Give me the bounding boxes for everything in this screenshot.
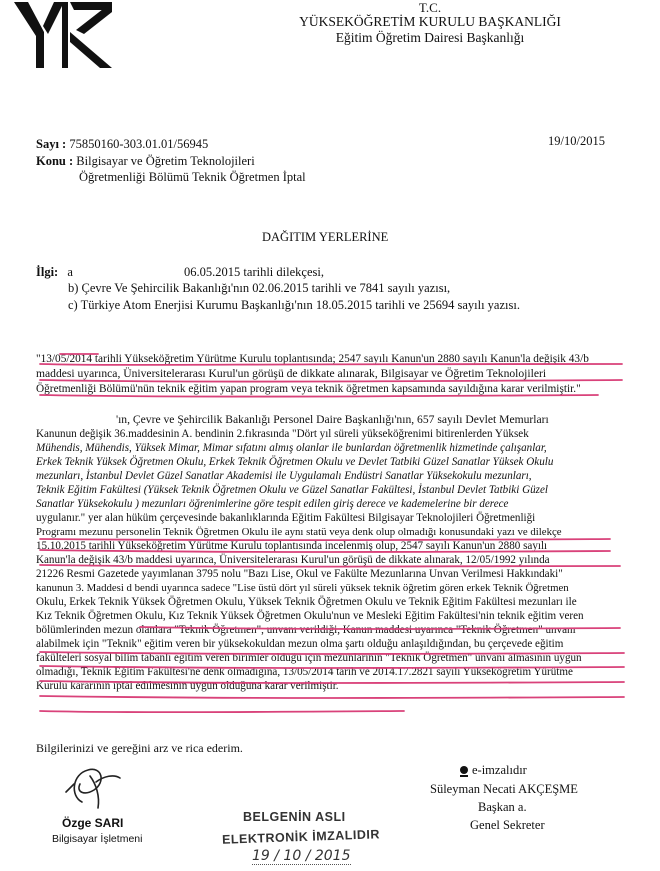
body-line: 21226 Resmi Gazetede yayımlanan 3795 nolu "Bazı Lise, Okul ve Fakülte Mezunlarına Unvan Verilmesi Hakkındaki" — [36, 568, 563, 580]
ilgi-label: İlgi: — [36, 265, 59, 279]
stamp-line1: BELGENİN ASLI — [243, 810, 346, 824]
header-institution: YÜKSEKÖĞRETİM KURULU BAŞKANLIĞI — [299, 14, 561, 29]
body-line: Programı mezunu personelin Teknik Öğretmen Okulu ile aynı statü veya denk olup olmadığı konusundaki yazı ve dilekçe — [36, 526, 562, 538]
header-department: Eğitim Öğretim Dairesi Başkanlığı — [335, 30, 525, 45]
body-line: kanunun 3. Maddesi d bendi uyarınca sadece "Lise üstü dört yıl süreli yüksek teknik öğretim gören erkek Teknik Öğretmen — [36, 582, 569, 594]
signer-title1: Başkan a. — [478, 800, 527, 814]
sender-title: Bilgisayar İşletmeni — [52, 833, 143, 845]
sayi-value: 75850160-303.01.01/56945 — [69, 137, 209, 151]
signer-title2: Genel Sekreter — [470, 818, 545, 832]
ilgi-c: c) Türkiye Atom Enerjisi Kurumu Başkanlığı'nın 18.05.2015 tarihli ve 25694 sayılı yazısı. — [68, 298, 520, 312]
quote-line: "13/05/2014 tarihli Yükseköğretim Yürütme Kurulu toplantısında; 2547 sayılı Kanun'un 2880 sayılı Kanun'la değişik 43/b — [36, 353, 589, 365]
body-line: Kanun'la değişik 43/b maddesi uyarınca, Üniversitelerarası Kurul'un görüşü de dikkate alınarak, 12/05/1992 yılında — [36, 554, 550, 566]
document-date: 19/10/2015 — [548, 134, 605, 148]
body-line: 15.10.2015 tarihli Yükseköğretim Yürütme Kurulu toplantısında incelenmiş olup, 2547 sayılı Kanun'un 2880 sayılı — [36, 540, 548, 552]
e-signature-icon — [458, 765, 470, 777]
ilgi-b: b) Çevre Ve Şehircilik Bakanlığı'nın 02.06.2015 tarihli ve 7841 sayılı yazısı, — [68, 281, 451, 295]
body-line: Mühendis, Mühendis, Yüksek Mimar, Mimar sıfatını almış olanlar ile bunlardan öğretmenlik hizmetinde çalışanlar, — [36, 442, 547, 454]
konu-label: Konu : — [36, 154, 74, 168]
konu-line1: Bilgisayar ve Öğretim Teknolojileri — [76, 154, 255, 168]
signer-name: Süleyman Necati AKÇEŞME — [430, 782, 578, 796]
body-line: mezunları, İstanbul Devlet Güzel Sanatlar Akademisi ile Uygulamalı Endüstri Sanatlar Yüksekokulu mezunları, — [36, 470, 532, 482]
body-line: uygulanır." yer alan hüküm çerçevesinde bakanlıklarında Eğitim Fakültesi Bilgisayar Teknolojileri Öğretmenliği — [36, 512, 536, 524]
header-tc: T.C. — [418, 0, 442, 15]
sayi-label: Sayı : — [36, 137, 67, 151]
body-line: Erkek Teknik Yüksek Öğretmen Okulu, Erkek Teknik Öğretmen Okulu ve Devlet Tatbiki Güzel Sanatlar Yüksek Okulu — [36, 456, 554, 468]
distribution-title: DAĞITIM YERLERİNE — [262, 230, 389, 244]
body-line: Teknik Eğitim Fakültesi (Yüksek Teknik Öğretmen Okulu ve Güzel Sanatlar Fakültesi, İstanbul Devlet Tatbiki Güzel — [36, 484, 548, 496]
body-line: alabilmek için "Teknik" eğitim veren bir yüksekokuldan mezun olma şartı olduğu anlaşıldığından, bu çerçevede eğitim — [36, 638, 564, 650]
body-line: Kurulu kararının iptal edilmesinin uygun olduğuna karar verilmiştir. — [36, 680, 339, 692]
body-line: bölümlerinden mezun olanlara "Teknik Öğretmen", unvanı verildiği, Kanun maddesi uyarınca "Teknik Öğretmen" unvanı — [36, 624, 576, 636]
body-line: Sanatlar Yüksekokulu ) mezunları öğrenimlerine göre tespit edilen giriş derece ve kademelerine bir derece — [36, 498, 509, 510]
body-line: Okulu, Erkek Teknik Yüksek Öğretmen Okulu, Yüksek Teknik Öğretmen Okulu ve Teknik Eğitim Fakültesi mezunları ile — [36, 596, 577, 608]
quote-line: maddesi uyarınca, Üniversitelerarası Kurul'un görüşü de dikkate alınarak, Bilgisayar ve Öğretim Teknolojileri — [36, 367, 547, 380]
body-line: Kanunun değişik 36.maddesinin A. bendinin 2.fıkrasında "Dört yıl süreli yükseköğrenimi bitirenlerden Yüksek — [36, 428, 529, 440]
body-line: 'ın, Çevre ve Şehircilik Bakanlığı Personel Daire Başkanlığı'nın, 657 sayılı Devlet Memurları — [116, 413, 549, 426]
sender-name: Özge SARI — [62, 816, 124, 830]
handwritten-signature — [62, 762, 122, 812]
e-signature-label: e-imzalıdır — [472, 763, 527, 777]
body-line: Kız Teknik Öğretmen Okulu, Kız Teknik Yüksek Öğretmen Okulu'nun ve Mesleki Eğitim Fakültesi'nin teknik eğitim veren — [36, 610, 584, 622]
quote-line: Öğretmenliği Bölümü'nün teknik eğitim yapan program veya teknik öğretmen kapsamında sayıldığına karar verilmiştir." — [36, 383, 581, 395]
ilgi-a-marker: a — [67, 265, 73, 279]
body-line: fakülteleri sosyal bilim tabanlı eğitim veren birimler olduğu için mezunlarının "Teknik Öğretmen" unvanı almasının uygun — [36, 652, 582, 664]
stamp-date: 19 / 10 / 2015 — [252, 848, 351, 864]
konu-line2: Öğretmenliği Bölümü Teknik Öğretmen İptal — [79, 170, 306, 184]
stamp-line2: ELEKTRONİK İMZALIDIR — [221, 827, 381, 847]
closing-text: Bilgilerinizi ve gereğini arz ve rica ederim. — [36, 741, 243, 755]
ilgi-a-text: 06.05.2015 tarihli dilekçesi, — [184, 265, 324, 279]
body-line: olmadığı, Teknik Eğitim Fakültesi'ne denk olmadığına, 13/05/2014 tarih ve 2014.17.2821 sayılı Yükseköğretim Yürütme — [36, 666, 573, 678]
